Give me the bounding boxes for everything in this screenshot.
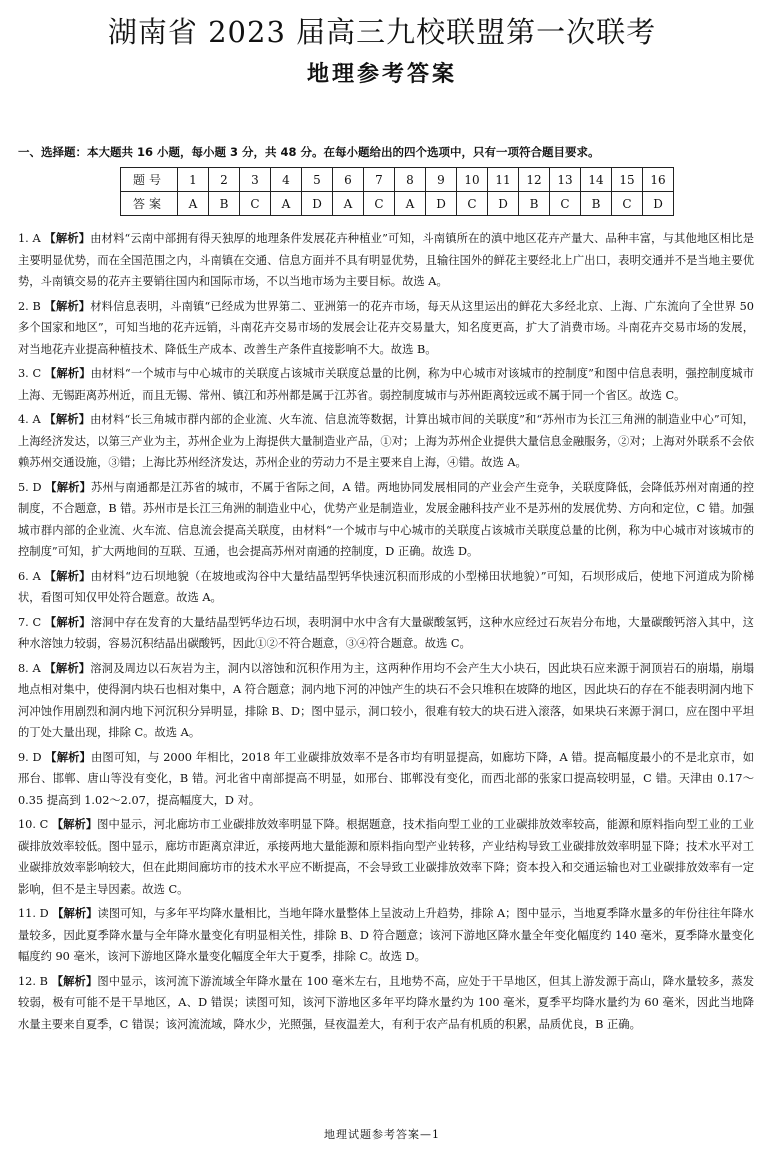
question-number-cell: 6	[333, 168, 364, 192]
answer-cell: B	[519, 192, 550, 216]
analysis-tag: 【解析】	[44, 569, 91, 583]
question-number-cell: 3	[240, 168, 271, 192]
answer-cell: D	[426, 192, 457, 216]
explanation-list	[18, 228, 754, 1038]
answer-cell: C	[364, 192, 395, 216]
explanation-item	[18, 814, 754, 900]
explanation-item	[18, 477, 754, 563]
page-footer: 地理试题参考答案—1	[324, 1128, 440, 1141]
answer-cell: D	[488, 192, 519, 216]
question-number-cell: 15	[612, 168, 643, 192]
question-answer-label: 9. D	[18, 750, 42, 764]
analysis-tag: 【解析】	[45, 750, 91, 764]
answer-cell: A	[178, 192, 209, 216]
question-answer-label: 6. A	[18, 569, 41, 583]
explanation-text: 图中显示，该河流下游流域全年降水量在 100 毫米左右，且地势不高，应处于干旱地区，但其上游发源于高山，降水量较多，蒸发较弱，极有可能不是干旱地区，A、D 错误；读图可知，该河下游地区多年平均降水量约为 100 毫米，夏季平均降水量约为 60 毫米，因此当地降水量主要来自夏季，C 错误；该河流流域，降水少，光照强，昼夜温差大，有利于农产品有机质的积累，品质优良，B 正确。	[18, 974, 754, 1031]
row-label-question-number: 题号	[121, 168, 178, 192]
analysis-tag: 【解析】	[44, 232, 91, 245]
question-answer-label: 3. C	[18, 367, 42, 380]
answer-cell: D	[643, 192, 674, 216]
answer-cell: C	[550, 192, 581, 216]
explanation-item	[18, 566, 754, 609]
answer-cell: C	[457, 192, 488, 216]
answer-cell: A	[271, 192, 302, 216]
page-subtitle: 地理参考答案	[306, 62, 457, 87]
explanation-text: 读图可知，与多年平均降水量相比，当地年降水量整体上呈波动上升趋势，排除 A；图中显示，当地夏季降水量多的年份往往年降水量较多，因此夏季降水量与全年降水量变化有明显相关性，排除 B、D 符合题意；该河下游地区降水量全年变化幅度约 140 毫米，夏季降水量变化幅度约 90 毫米，该河下游地区降水量变化幅度全年大于夏季，排除 C。故选 D。	[18, 907, 754, 963]
question-number-cell: 8	[395, 168, 426, 192]
explanation-text: 由图可知，与 2000 年相比，2018 年工业碳排放效率不是各市均有明显提高，如廊坊下降，A 错。提高幅度最小的不是北京市，如邢台、邯郸、唐山等没有变化，B 错。河北省中南部提高不明显，如邢台、邯郸没有变化，而西北部的张家口提高较明显，C 错。天津由 0.17～0.35 提高到 1.02～2.07，提高幅度大，D 对。	[18, 750, 754, 807]
question-number-cell: 1	[178, 168, 209, 192]
question-number-cell: 4	[271, 168, 302, 192]
question-number-cell: 12	[519, 168, 550, 192]
question-answer-label: 2. B	[18, 299, 41, 313]
explanation-text: 由材料“边石坝地貌（在坡地或沟谷中大量结晶型钙华快速沉积而形成的小型梯田状地貌）”可知，石坝形成后，使地下河道成为阶梯状，看图可知仅甲处符合题意。故选 A。	[18, 569, 754, 604]
explanation-text: 图中显示，河北廊坊市工业碳排放效率明显下降。根据题意，技术指向型工业的工业碳排放效率较高，能源和原料指向型工业的工业碳排放效率较低。图中显示，廊坊市距离京津近，承接两地大量能源和原料指向型产业转移，产业结构导致工业碳排放效率明显下降；技术水平对工业碳排放效率影响较大，但在此期间廊坊市的技术水平应不断提高，不会导致工业碳排放效率下降；资本投入和交通运输也对工业碳排放效率有一定影响，但不是主导因素。故选 C。	[18, 818, 754, 896]
question-answer-label: 11. D	[18, 907, 49, 920]
explanation-item	[18, 409, 754, 474]
analysis-tag: 【解析】	[51, 974, 98, 988]
question-answer-label: 12. B	[18, 974, 48, 988]
question-number-cell: 14	[581, 168, 612, 192]
question-answer-label: 7. C	[18, 615, 42, 629]
explanation-item	[18, 971, 754, 1036]
question-number-cell: 13	[550, 168, 581, 192]
section-instruction: 一、选择题：本大题共 16 小题，每小题 3 分，共 48 分。在每小题给出的四个选项中，只有一项符合题目要求。	[18, 145, 600, 159]
question-number-cell: 2	[209, 168, 240, 192]
question-number-cell: 7	[364, 168, 395, 192]
explanation-item	[18, 363, 754, 406]
question-answer-label: 5. D	[18, 480, 42, 494]
explanation-text: 材料信息表明，斗南镇“已经成为世界第二、亚洲第一的花卉市场，每天从这里运出的鲜花大多经北京、上海、广东流向了全世界 50 多个国家和地区”，可知当地的花卉远销，斗南花卉交易市场的发展会让花卉交易量大，知名度更高，扩大了消费市场。斗南花卉交易市场的发展，对当地花卉业提高种植技术、降低生产成本、改善生产条件直接影响不大。故选 B。	[18, 299, 754, 356]
answer-cell: B	[209, 192, 240, 216]
explanation-text: 苏州与南通都是江苏省的城市，不属于省际之间，A 错。两地协同发展相同的产业会产生竞争，关联度降低，会降低苏州对南通的控制度，不合题意，B 错。苏州市是长江三角洲的制造业中心，优势产业是制造业，发展金融科技产业不是苏州的发展优势、方向和定位，C 错。加强城市群内部的企业流、火车流、信息流会提高关联度，由材料“一个城市与中心城市的关联度占该城市关联度总量的比例，称为中心城市对该城市的控制度”可知，扩大两地间的互联、互通，也会提高苏州对南通的控制度，D 正确。故选 D。	[18, 480, 754, 558]
row-label-answer: 答案	[121, 192, 178, 216]
question-answer-label: 8. A	[18, 661, 41, 675]
analysis-tag: 【解析】	[44, 661, 91, 675]
explanation-item	[18, 747, 754, 812]
analysis-tag: 【解析】	[44, 299, 91, 313]
answer-cell: A	[395, 192, 426, 216]
explanation-text: 溶洞中存在发育的大量结晶型钙华边石坝，表明洞中水中含有大量碳酸氢钙，这种水应经过石灰岩分布地，大量碳酸钙溶入其中，这种水溶蚀力较弱，容易沉积结晶出碳酸钙，因此①②不符合题意，③④符合题意。故选 C。	[18, 615, 754, 650]
question-number-row	[121, 168, 674, 192]
analysis-tag: 【解析】	[45, 480, 91, 494]
explanation-text: 由材料“云南中部拥有得天独厚的地理条件发展花卉种植业”可知，斗南镇所在的滇中地区花卉产量大、品种丰富，与其他地区相比是主要明显优势，而在全国范围之内，斗南镇在交通、信息方面并不具有明显优势，且输往国外的鲜花主要经北上广出口，表明交通并不是当地主要优势，斗南镇交易的花卉主要销往国内和国际市场，不以当地市场为主要目标。故选 A。	[18, 232, 754, 288]
answer-cell: A	[333, 192, 364, 216]
analysis-tag: 【解析】	[51, 818, 98, 831]
explanation-item	[18, 903, 754, 968]
question-answer-label: 1. A	[18, 232, 41, 245]
answer-cell: C	[612, 192, 643, 216]
analysis-tag: 【解析】	[44, 413, 91, 426]
explanation-text: 溶洞及周边以石灰岩为主，洞内以溶蚀和沉积作用为主，这两种作用均不会产生大小块石，因此块石应来源于洞顶岩石的崩塌，崩塌地点相对集中，使得洞内块石也相对集中，A 符合题意；洞内地下河的冲蚀产生的块石不会只堆积在坡降的地区，因此块石的存在不能表明洞内地下河冲蚀作用剧烈和洞内地下河沉积分异明显，排除 B、D；图中显示，洞口较小，很难有较大的块石进入滚落，如果块石来源于洞口，应在图中平坦的丁处大量出现，排除 C。故选 A。	[18, 661, 754, 739]
page-title: 湖南省 2023 届高三九校联盟第一次联考	[107, 15, 657, 49]
explanation-text: 由材料“长三角城市群内部的企业流、火车流、信息流等数据，计算出城市间的关联度”和“苏州市为长江三角洲的制造业中心”可知，上海经济发达，以第三产业为主，苏州企业为上海提供大量制造业产品，①对；上海为苏州企业提供大量信息金融服务，②对；上海对外联系不会依赖苏州交通设施，③错；上海比苏州经济发达，苏州企业的劳动力不是主要来自上海，④错。故选 A。	[18, 413, 755, 469]
question-number-cell: 16	[643, 168, 674, 192]
answer-table	[120, 167, 674, 216]
answer-row	[121, 192, 674, 216]
question-number-cell: 5	[302, 168, 333, 192]
explanation-text: 由材料“一个城市与中心城市的关联度占该城市关联度总量的比例，称为中心城市对该城市的控制度”和图中信息表明，强控制度城市上海、无锡距离苏州近，而且无锡、常州、镇江和苏州都是属于江苏省。弱控制度城市与苏州距离较远或不属于同一个省区。故选 C。	[18, 367, 754, 402]
question-answer-label: 10. C	[18, 818, 49, 831]
answer-cell: B	[581, 192, 612, 216]
question-number-cell: 9	[426, 168, 457, 192]
analysis-tag: 【解析】	[52, 907, 98, 920]
explanation-item	[18, 612, 754, 655]
answer-cell: D	[302, 192, 333, 216]
explanation-item	[18, 228, 754, 293]
analysis-tag: 【解析】	[44, 615, 91, 629]
question-answer-label: 4. A	[18, 413, 41, 426]
analysis-tag: 【解析】	[44, 367, 91, 380]
explanation-item	[18, 658, 754, 744]
answer-cell: C	[240, 192, 271, 216]
question-number-cell: 10	[457, 168, 488, 192]
explanation-item	[18, 296, 754, 361]
question-number-cell: 11	[488, 168, 519, 192]
